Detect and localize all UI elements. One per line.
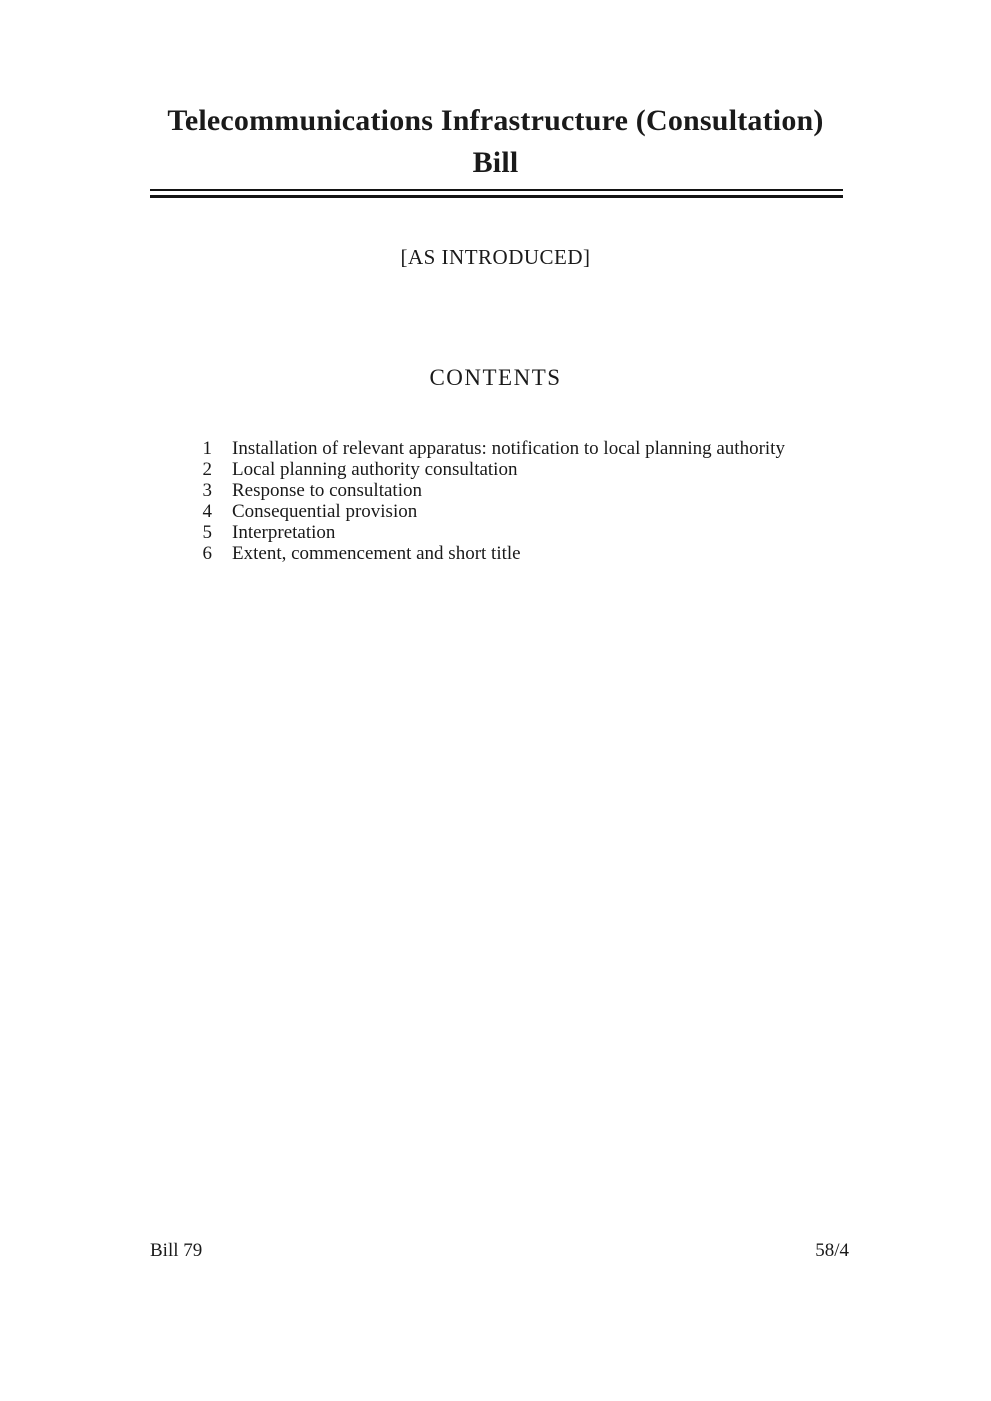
contents-entry <box>198 459 871 480</box>
contents-entry <box>198 543 871 564</box>
clause-title: Response to consultation <box>232 480 422 501</box>
clause-number: 2 <box>202 459 212 480</box>
contents-list <box>0 438 991 564</box>
clause-number: 6 <box>202 543 212 564</box>
clause-title: Installation of relevant apparatus: notification to local planning authority <box>232 438 785 459</box>
contents-entry <box>198 438 871 459</box>
clause-title: Interpretation <box>232 522 336 543</box>
clause-title: Local planning authority consultation <box>232 459 518 480</box>
clause-number: 1 <box>202 438 212 459</box>
page-footer <box>150 1240 849 1262</box>
contents-entry <box>198 522 871 543</box>
clause-title: Consequential provision <box>232 501 418 522</box>
bill-title <box>150 100 841 184</box>
clause-number: 3 <box>202 480 212 501</box>
title-double-rule <box>150 189 843 198</box>
bill-title-line2: Bill <box>472 146 519 179</box>
footer-session-number: 58/4 <box>815 1240 849 1261</box>
as-introduced-subtitle: [AS INTRODUCED] <box>400 245 591 269</box>
clause-number: 5 <box>202 522 212 543</box>
bill-title-line1: Telecommunications Infrastructure (Consultation) <box>167 104 824 137</box>
contents-entry <box>198 501 871 522</box>
clause-title: Extent, commencement and short title <box>232 543 521 564</box>
clause-number: 4 <box>202 501 212 522</box>
footer-bill-number: Bill 79 <box>150 1240 203 1261</box>
contents-entry <box>198 480 871 501</box>
contents-heading: CONTENTS <box>429 365 562 390</box>
